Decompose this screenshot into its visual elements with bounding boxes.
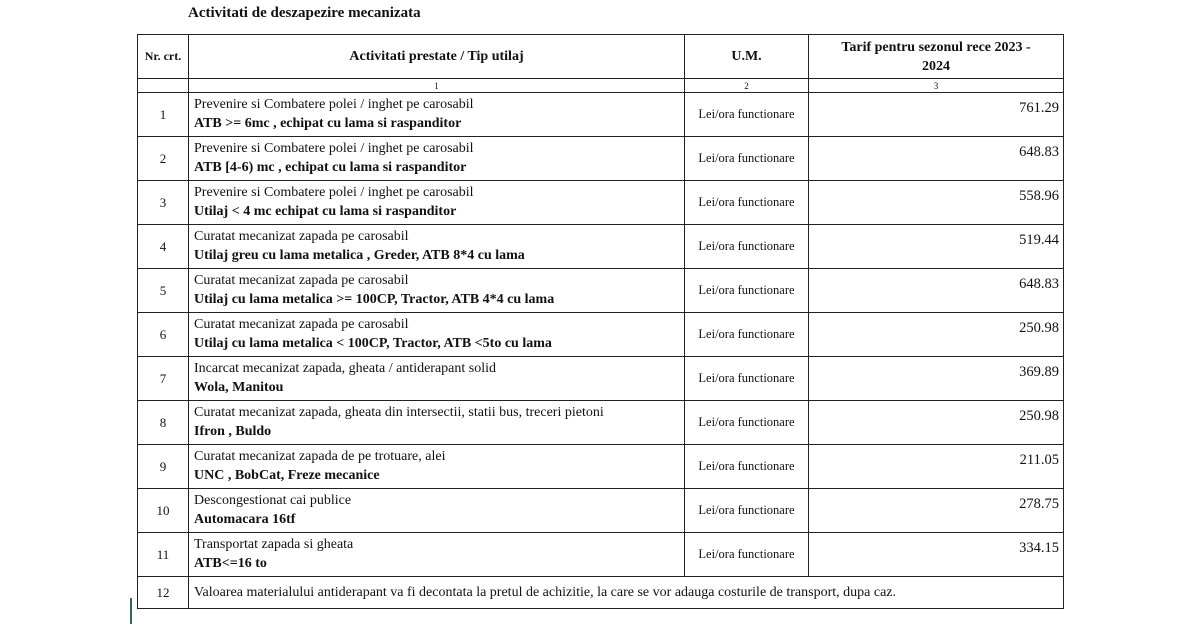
row-activity-cell xyxy=(189,93,685,137)
row-activity-cell xyxy=(189,533,685,577)
index-cell-2: 2 xyxy=(685,79,809,93)
row-nr: 8 xyxy=(138,401,189,445)
row-activity: Transportat zapada si gheata xyxy=(194,537,354,552)
row-nr: 4 xyxy=(138,225,189,269)
row-tarif: 369.89 xyxy=(809,357,1064,401)
header-tarif xyxy=(809,35,1064,79)
row-tarif: 648.83 xyxy=(809,269,1064,313)
table-row xyxy=(138,225,1064,269)
row-equipment: ATB<=16 to xyxy=(194,556,267,571)
row-tarif: 648.83 xyxy=(809,137,1064,181)
row-um: Lei/ora functionare xyxy=(685,401,809,445)
table-body xyxy=(138,93,1064,577)
row-tarif: 558.96 xyxy=(809,181,1064,225)
row-equipment: Wola, Manitou xyxy=(194,380,284,395)
row-activity: Prevenire si Combatere polei / inghet pe carosabil xyxy=(194,185,474,200)
row-activity-cell xyxy=(189,445,685,489)
row-tarif: 250.98 xyxy=(809,401,1064,445)
header-tarif-line1: Tarif pentru sezonul rece 2023 - xyxy=(841,39,1031,55)
row-nr: 11 xyxy=(138,533,189,577)
row-um: Lei/ora functionare xyxy=(685,489,809,533)
row-nr: 9 xyxy=(138,445,189,489)
row-activity-cell xyxy=(189,313,685,357)
row-activity: Curatat mecanizat zapada de pe trotuare, alei xyxy=(194,449,446,464)
tariff-table xyxy=(137,34,1064,609)
row-activity: Prevenire si Combatere polei / inghet pe carosabil xyxy=(194,97,474,112)
row-activity-cell xyxy=(189,181,685,225)
row-activity-cell xyxy=(189,489,685,533)
row-tarif: 519.44 xyxy=(809,225,1064,269)
row-activity: Incarcat mecanizat zapada, gheata / antiderapant solid xyxy=(194,361,496,376)
index-cell-empty xyxy=(138,79,189,93)
row-nr: 5 xyxy=(138,269,189,313)
row-equipment: Utilaj greu cu lama metalica , Greder, ATB 8*4 cu lama xyxy=(194,248,525,263)
table-row xyxy=(138,93,1064,137)
scan-edge-mark xyxy=(130,598,132,624)
row-um: Lei/ora functionare xyxy=(685,225,809,269)
row-equipment: ATB >= 6mc , echipat cu lama si raspanditor xyxy=(194,116,462,131)
row-um: Lei/ora functionare xyxy=(685,313,809,357)
row-activity: Descongestionat cai publice xyxy=(194,493,352,508)
index-cell-3: 3 xyxy=(809,79,1064,93)
header-activity: Activitati prestate / Tip utilaj xyxy=(189,35,685,79)
table-row xyxy=(138,445,1064,489)
row-nr: 2 xyxy=(138,137,189,181)
row-um: Lei/ora functionare xyxy=(685,533,809,577)
row-tarif: 334.15 xyxy=(809,533,1064,577)
note-row xyxy=(138,577,1064,609)
index-cell-1: 1 xyxy=(189,79,685,93)
row-tarif: 278.75 xyxy=(809,489,1064,533)
document-title: Activitati de deszapezire mecanizata xyxy=(188,5,421,21)
row-tarif: 761.29 xyxy=(809,93,1064,137)
table-row xyxy=(138,357,1064,401)
row-equipment: Automacara 16tf xyxy=(194,512,296,527)
row-nr: 7 xyxy=(138,357,189,401)
header-tarif-line2: 2024 xyxy=(922,58,950,74)
row-nr: 3 xyxy=(138,181,189,225)
row-activity: Prevenire si Combatere polei / inghet pe carosabil xyxy=(194,141,474,156)
table-row xyxy=(138,181,1064,225)
row-activity-cell xyxy=(189,225,685,269)
row-activity: Curatat mecanizat zapada pe carosabil xyxy=(194,317,409,332)
row-activity: Curatat mecanizat zapada, gheata din intersectii, statii bus, treceri pietoni xyxy=(194,405,604,420)
row-equipment: Ifron , Buldo xyxy=(194,424,272,439)
row-nr: 10 xyxy=(138,489,189,533)
row-equipment: Utilaj cu lama metalica < 100CP, Tractor, ATB <5to cu lama xyxy=(194,336,552,351)
table-row xyxy=(138,533,1064,577)
table-row xyxy=(138,489,1064,533)
row-nr: 6 xyxy=(138,313,189,357)
header-um: U.M. xyxy=(685,35,809,79)
column-index-row xyxy=(138,79,1064,93)
note-nr: 12 xyxy=(138,577,189,609)
row-um: Lei/ora functionare xyxy=(685,93,809,137)
row-activity: Curatat mecanizat zapada pe carosabil xyxy=(194,229,409,244)
row-um: Lei/ora functionare xyxy=(685,269,809,313)
row-equipment: ATB [4-6) mc , echipat cu lama si raspanditor xyxy=(194,160,467,175)
row-um: Lei/ora functionare xyxy=(685,357,809,401)
row-activity-cell xyxy=(189,357,685,401)
row-equipment: UNC , BobCat, Freze mecanice xyxy=(194,468,380,483)
row-nr: 1 xyxy=(138,93,189,137)
table-row xyxy=(138,269,1064,313)
note-text: Valoarea materialului antiderapant va fi decontata la pretul de achizitie, la care se vor adauga costurile de transport, dupa caz. xyxy=(189,577,1064,609)
table-row xyxy=(138,137,1064,181)
row-um: Lei/ora functionare xyxy=(685,137,809,181)
row-activity: Curatat mecanizat zapada pe carosabil xyxy=(194,273,409,288)
row-equipment: Utilaj < 4 mc echipat cu lama si raspanditor xyxy=(194,204,457,219)
row-um: Lei/ora functionare xyxy=(685,181,809,225)
table-row xyxy=(138,401,1064,445)
row-tarif: 211.05 xyxy=(809,445,1064,489)
row-equipment: Utilaj cu lama metalica >= 100CP, Tractor, ATB 4*4 cu lama xyxy=(194,292,555,307)
header-nr: Nr. crt. xyxy=(138,35,189,79)
table-header-row xyxy=(138,35,1064,79)
row-um: Lei/ora functionare xyxy=(685,445,809,489)
row-tarif: 250.98 xyxy=(809,313,1064,357)
row-activity-cell xyxy=(189,137,685,181)
row-activity-cell xyxy=(189,401,685,445)
table-row xyxy=(138,313,1064,357)
row-activity-cell xyxy=(189,269,685,313)
